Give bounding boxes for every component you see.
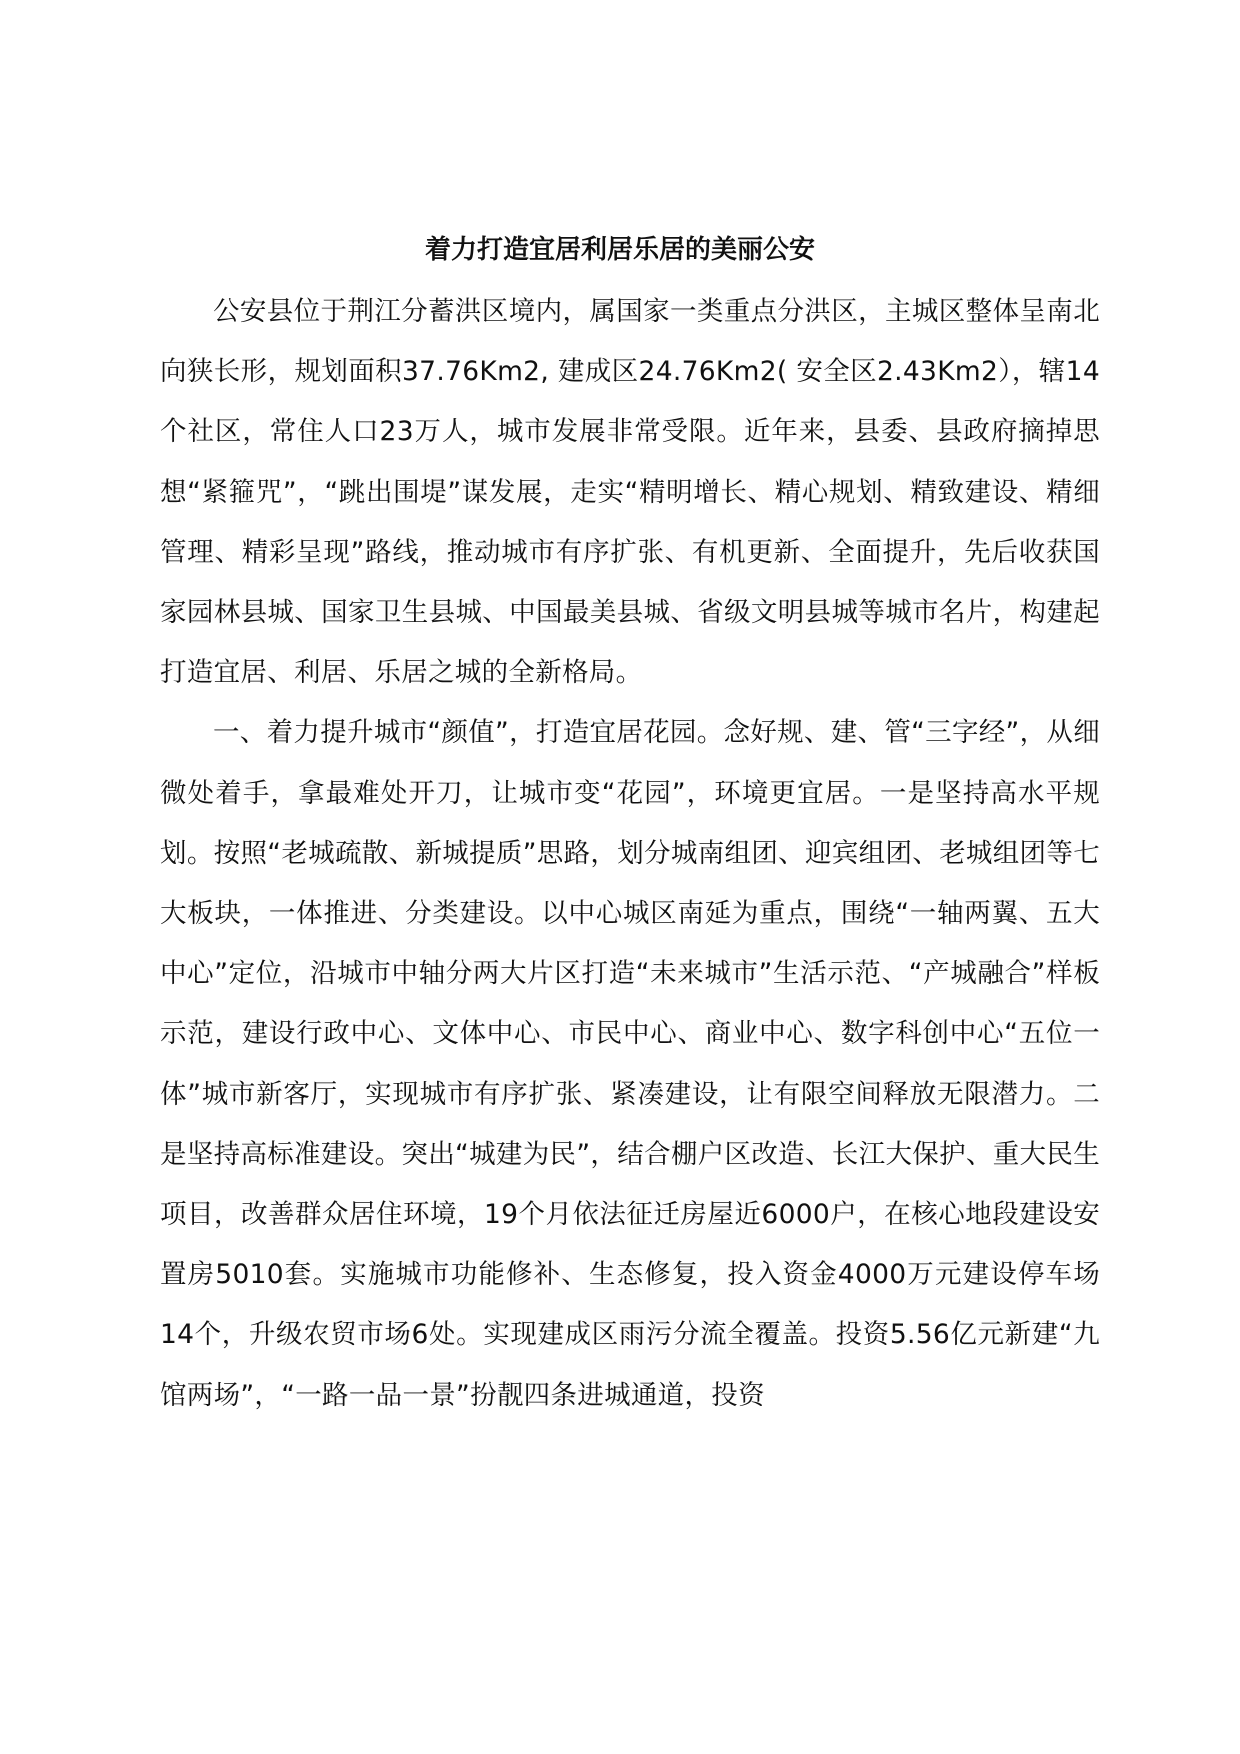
document-title: 着力打造宜居利居乐居的美丽公安 (424, 235, 815, 265)
document-body (160, 282, 1100, 1426)
paragraph-intro: 公安县位于荆江分蓄洪区境内，属国家一类重点分洪区，主城区整体呈南北向狭长形，规划面积37.76Km2, 建成区24.76Km2( 安全区2.43Km2），辖14个社区，常住人口23万人，城市发展非常受限。近年来，县委、县政府摘掉思想“紧箍咒”，“跳出围堤”谋发展，走实“精明增长、精心规划、精致建设、精细管理、精彩呈现”路线，推动城市有序扩张、有机更新、全面提升，先后收获国家园林县城、国家卫生县城、中国最美县城、省级文明县城等城市名片，构建起打造宜居、利居、乐居之城的全新格局。 (160, 296, 1100, 689)
paragraph-section-one: 一、着力提升城市“颜值”，打造宜居花园。念好规、建、管“三字经”，从细微处着手，拿最难处开刀，让城市变“花园”，环境更宜居。一是坚持高水平规划。按照“老城疏散、新城提质”思路，划分城南组团、迎宾组团、老城组团等七大板块，一体推进、分类建设。以中心城区南延为重点，围绕“一轴两翼、五大中心”定位，沿城市中轴分两大片区打造“未来城市”生活示范、“产城融合”样板示范，建设行政中心、文体中心、市民中心、商业中心、数字科创中心“五位一体”城市新客厅，实现城市有序扩张、紧凑建设，让有限空间释放无限潜力。二是坚持高标准建设。突出“城建为民”，结合棚户区改造、长江大保护、重大民生项目，改善群众居住环境，19个月依法征迁房屋近6000户，在核心地段建设安置房5010套。实施城市功能修补、生态修复，投入资金4000万元建设停车场14个，升级农贸市场6处。实现建成区雨污分流全覆盖。投资5.56亿元新建“九馆两场”，“一路一品一景”扮靓四条进城通道，投资 (160, 717, 1100, 1411)
